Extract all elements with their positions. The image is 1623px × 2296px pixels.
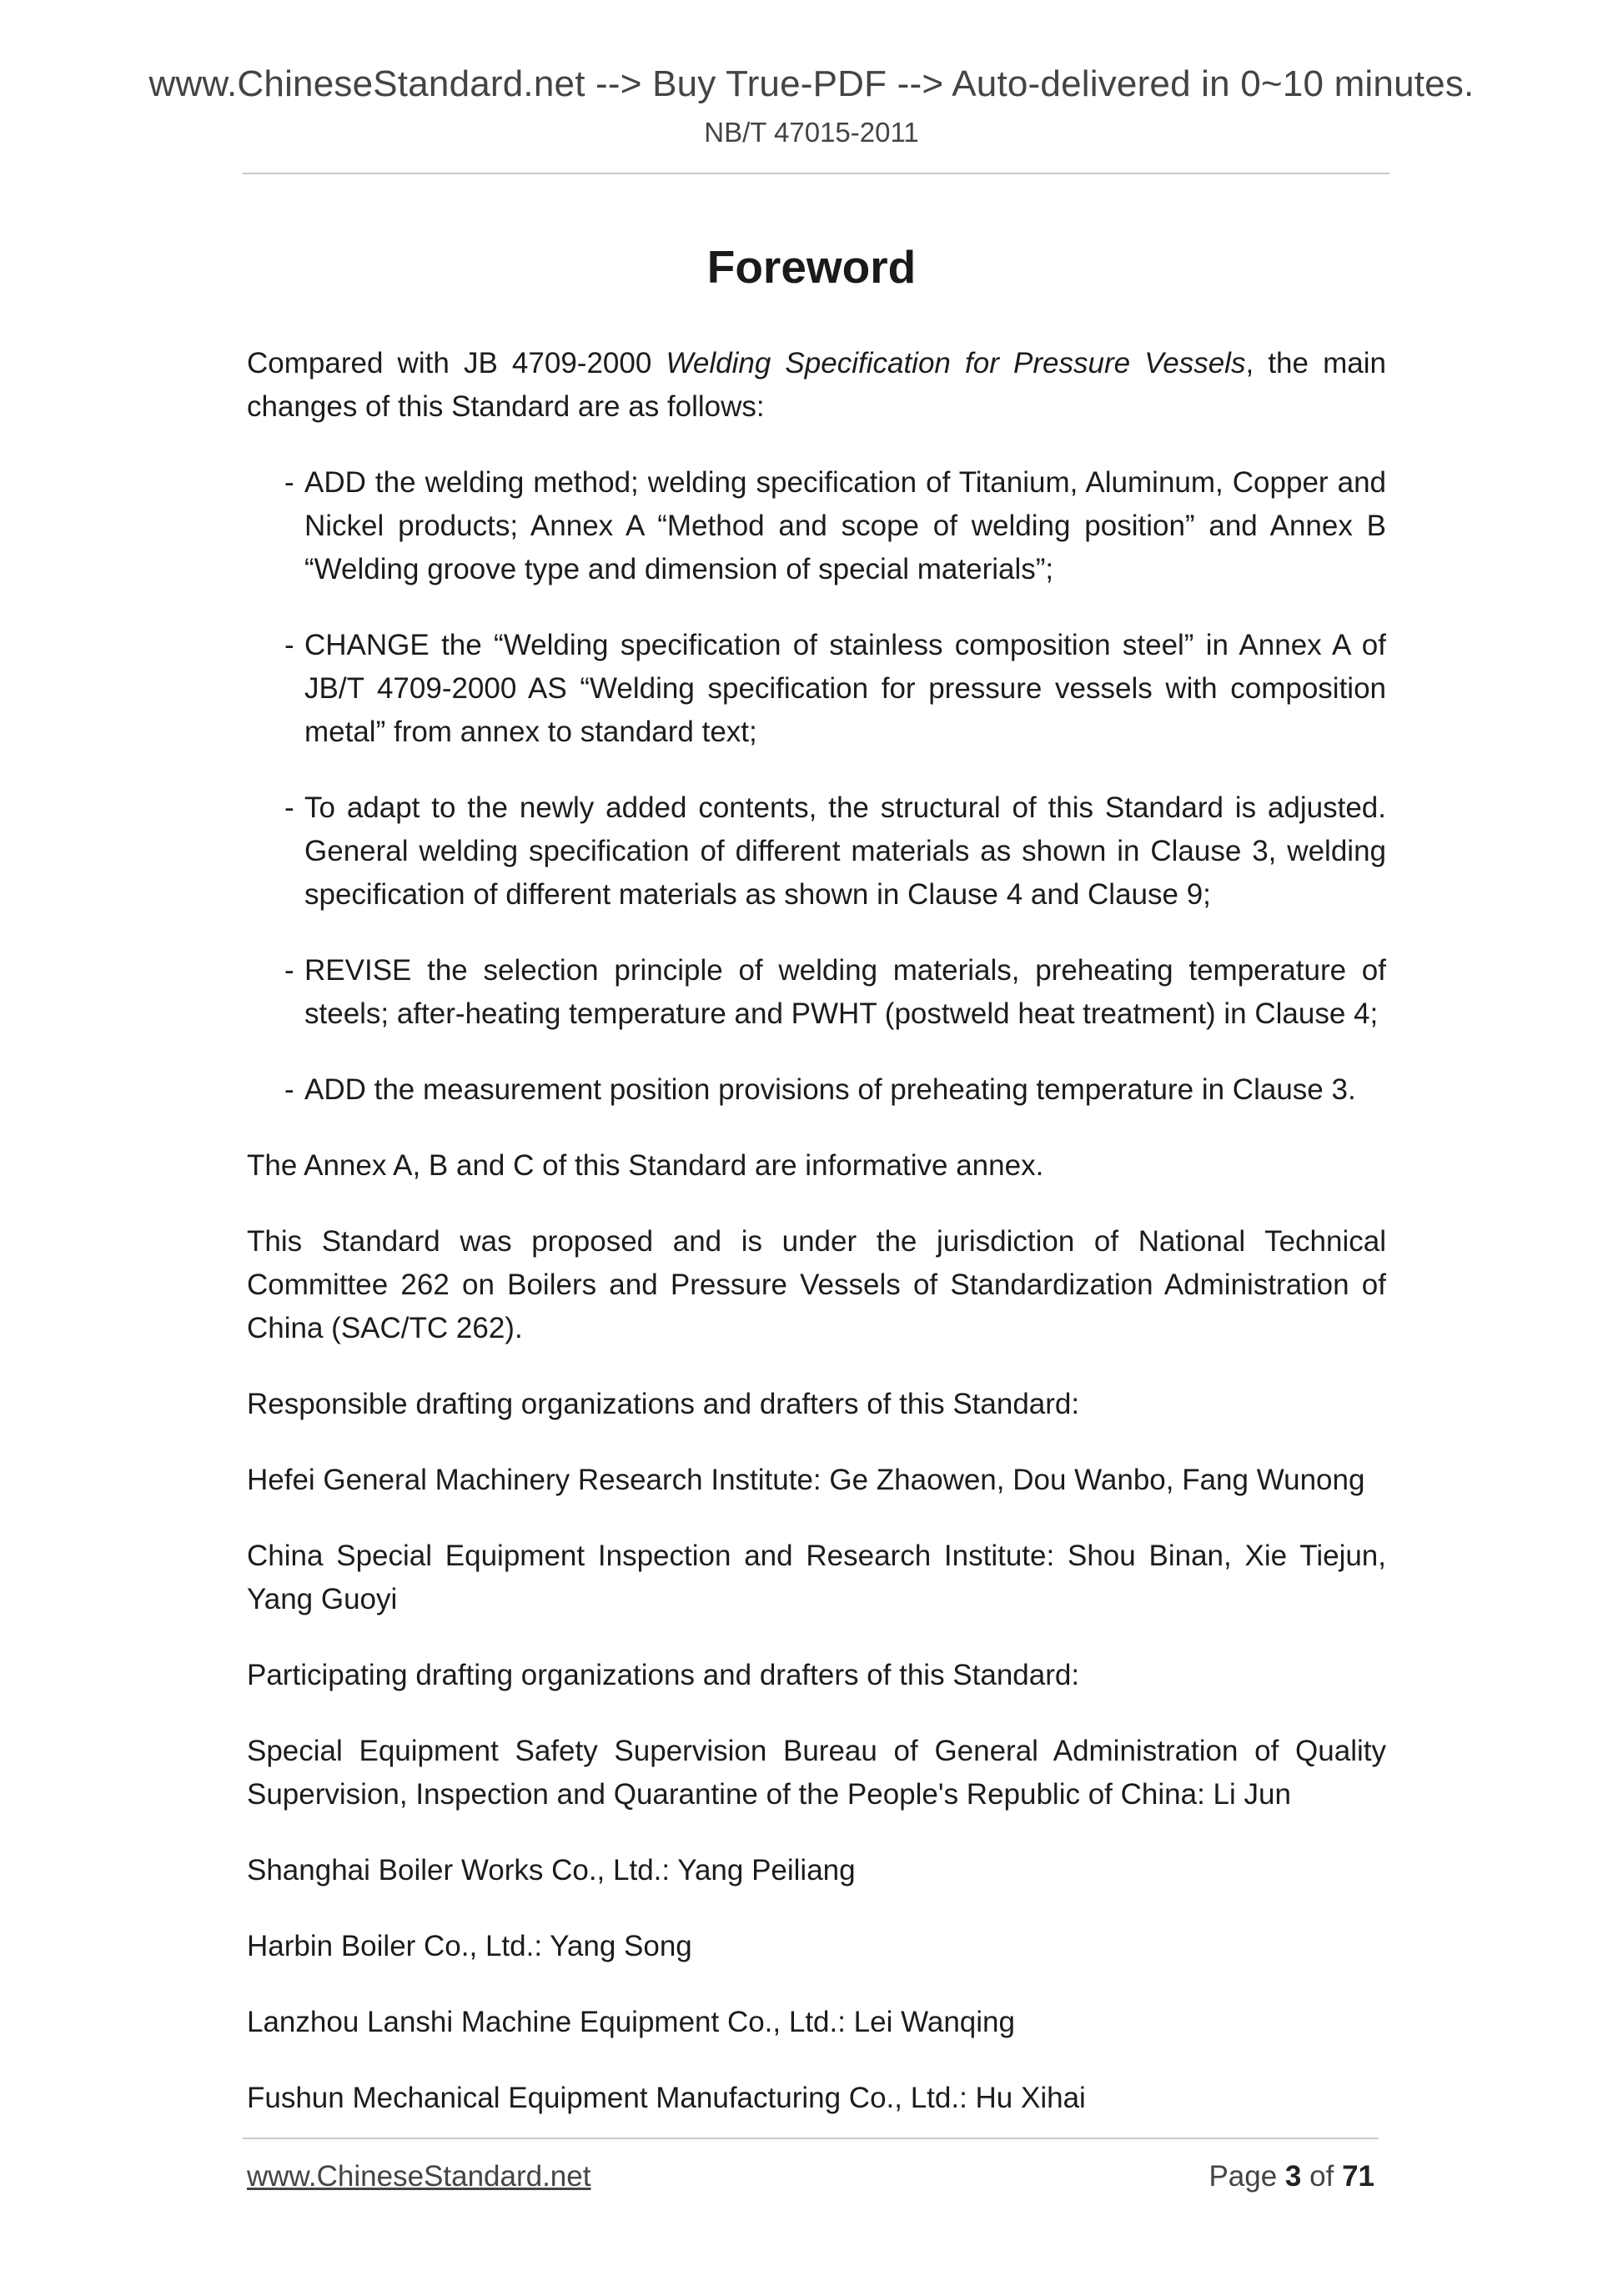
page-title: Foreword xyxy=(706,241,917,293)
change-item xyxy=(247,1068,1386,1112)
changes-list xyxy=(247,461,1386,1112)
intro-text-after: , the main changes of this Standard are as follows: xyxy=(247,347,1386,423)
change-text: ADD the welding method; welding specification of Titanium, Aluminum, Copper and Nickel products; Annex A “Method and scope of welding position” and Annex B “Welding groove type and dimension of special materials”; xyxy=(304,466,1386,585)
page-current: 3 xyxy=(1284,2160,1302,2193)
change-item xyxy=(247,624,1386,754)
standard-number: NB/T 47015-2011 xyxy=(704,117,919,148)
change-item xyxy=(247,461,1386,591)
drafter-entry: China Special Equipment Inspection and Research Institute: Shou Binan, Xie Tiejun, Yang Guoyi xyxy=(247,1540,1386,1615)
change-text: ADD the measurement position provisions of preheating temperature in Clause 3. xyxy=(304,1073,1356,1106)
dash-marker: - xyxy=(284,629,294,661)
responsible-heading: Responsible drafting organizations and drafters of this Standard: xyxy=(247,1388,1080,1420)
intro-standard-title: Welding Specification for Pressure Vessels xyxy=(666,347,1246,379)
intro-paragraph xyxy=(247,342,1386,429)
drafter-entry: Fushun Mechanical Equipment Manufacturing Co., Ltd.: Hu Xihai xyxy=(247,2082,1086,2114)
footer-divider xyxy=(243,2138,1379,2139)
change-text: CHANGE the “Welding specification of stainless composition steel” in Annex A of JB/T 4709-2000 AS “Welding specification for pressure vessels with composition metal” from annex to standard text; xyxy=(304,629,1386,748)
dash-marker: - xyxy=(284,954,294,987)
drafter-entry: Harbin Boiler Co., Ltd.: Yang Song xyxy=(247,1930,692,1962)
page-of: of xyxy=(1309,2160,1334,2193)
page-label: Page xyxy=(1208,2160,1278,2193)
change-text: REVISE the selection principle of welding materials, preheating temperature of steels; after-heating temperature and PWHT (postweld heat treatment) in Clause 4; xyxy=(304,954,1386,1030)
dash-marker: - xyxy=(284,466,294,499)
change-item xyxy=(247,786,1386,917)
change-text: To adapt to the newly added contents, the structural of this Standard is adjusted. General welding specification of different materials as shown in Clause 3, welding specification of different materials as shown in Clause 4 and Clause 9; xyxy=(304,791,1386,911)
header-divider xyxy=(243,173,1389,174)
change-item xyxy=(247,949,1386,1036)
document-body xyxy=(247,342,1386,2153)
drafter-entry: Hefei General Machinery Research Institute: Ge Zhaowen, Dou Wanbo, Fang Wunong xyxy=(247,1464,1365,1496)
page-total: 71 xyxy=(1342,2160,1374,2193)
page-indicator xyxy=(1208,2160,1374,2193)
drafter-entry: Special Equipment Safety Supervision Bureau of General Administration of Quality Supervision, Inspection and Quarantine of the People's Republic of China: Li Jun xyxy=(247,1735,1386,1811)
dash-marker: - xyxy=(284,1073,294,1106)
drafter-entry: Lanzhou Lanshi Machine Equipment Co., Ltd.: Lei Wanqing xyxy=(247,2006,1015,2038)
participating-heading: Participating drafting organizations and drafters of this Standard: xyxy=(247,1659,1080,1691)
drafter-entry: Shanghai Boiler Works Co., Ltd.: Yang Peiliang xyxy=(247,1854,856,1887)
annex-note: The Annex A, B and C of this Standard are informative annex. xyxy=(247,1149,1044,1182)
header-banner: www.ChineseStandard.net --> Buy True-PDF --> Auto-delivered in 0~10 minutes. xyxy=(148,63,1475,104)
jurisdiction-paragraph: This Standard was proposed and is under the jurisdiction of National Technical Committee 262 on Boilers and Pressure Vessels of Standardization Administration of China (SAC/TC 262). xyxy=(247,1225,1386,1344)
dash-marker: - xyxy=(284,791,294,824)
footer-site-link[interactable]: www.ChineseStandard.net xyxy=(247,2160,591,2193)
intro-text-before: Compared with JB 4709-2000 xyxy=(247,347,666,379)
